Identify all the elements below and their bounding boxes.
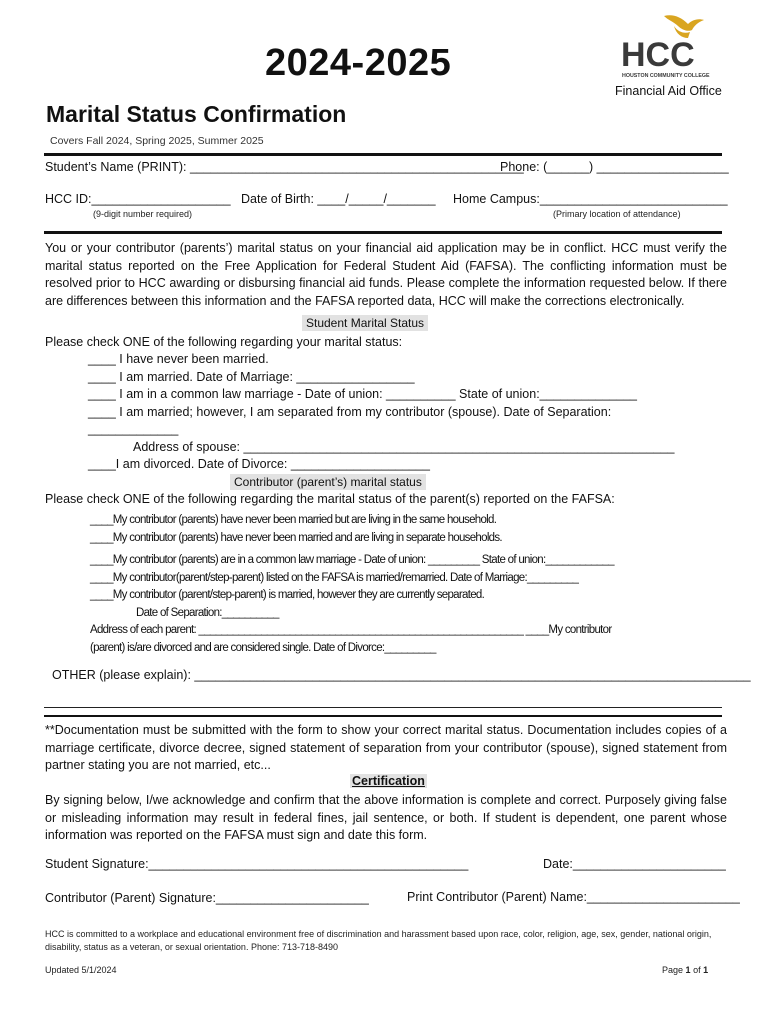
divider <box>44 715 722 717</box>
parent-separation-date-field[interactable]: Date of Separation:__________ <box>136 607 279 619</box>
nondiscrimination-statement: HCC is committed to a workplace and educational environment free of discrimination and harassment based upon race, color, religion, age, sex, gender, national origin, disability, status as a veteran, or sexual orientation. Phone: 713-718-8490 <box>45 929 712 952</box>
spouse-address-field[interactable]: Address of spouse: ______________________________________________________________ <box>133 440 675 454</box>
terms-covered: Covers Fall 2024, Spring 2025, Summer 2025 <box>50 135 264 147</box>
parent-print-name-field[interactable]: Print Contributor (Parent) Name:______________________ <box>407 890 740 904</box>
student-signature-field[interactable]: Student Signature:______________________________________________ <box>45 857 469 871</box>
eagle-icon <box>664 15 704 38</box>
student-option-separated[interactable]: ____ I am married; however, I am separated from my contributor (spouse). Date of Separation: <box>88 405 612 419</box>
home-campus-note: (Primary location of attendance) <box>553 209 681 219</box>
student-option-never-married[interactable]: ____ I have never been married. <box>88 352 269 366</box>
student-section-heading: Student Marital Status <box>302 315 428 331</box>
hcc-id-note: (9-digit number required) <box>93 209 193 219</box>
hcc-id-field[interactable]: HCC ID:____________________ <box>45 192 231 206</box>
logo-subtext: HOUSTON COMMUNITY COLLEGE <box>622 73 710 79</box>
parent-option-separated[interactable]: ____My contributor (parent/step-parent) is married, however they are currently separated. <box>90 589 485 601</box>
student-option-divorced[interactable]: ____I am divorced. Date of Divorce: ____________________ <box>88 457 430 471</box>
page-current: 1 <box>685 965 691 975</box>
divider <box>44 153 722 156</box>
of-label: of <box>693 965 701 975</box>
documentation-note: **Documentation must be submitted with the form to show your correct marital status. Documentation includes copies of a marriage certificate, divorce decree, signed statement of separation from your contributor (spouse), signed statement from partner stating you are not married, etc... <box>45 723 727 773</box>
certification-heading: Certification <box>352 774 425 788</box>
office-name: Financial Aid Office <box>615 84 722 98</box>
divider <box>44 231 722 234</box>
certification-text: By signing below, I/we acknowledge and confirm that the above information is complete and correct. Purposely giving false or misleading information may result in federal fines, jail sentence, or both. If student is dependent, one parent whose information was reported on the FAFSA must sign and date this form. <box>45 793 727 843</box>
page-label: Page <box>662 965 684 975</box>
parent-instruction: Please check ONE of the following regarding the marital status of the parent(s) reported on the FAFSA: <box>45 492 615 506</box>
page-number <box>662 965 708 975</box>
parent-section-heading: Contributor (parent’s) marital status <box>230 474 426 490</box>
form-year: 2024-2025 <box>265 42 452 84</box>
logo-text: HCC <box>621 36 695 74</box>
other-explain-field[interactable]: OTHER (please explain): ________________________________________________________________________________ <box>52 668 751 682</box>
updated-date: Updated 5/1/2024 <box>45 965 117 975</box>
parent-option-common-law[interactable]: ____My contributor (parents) are in a common law marriage - Date of union: _________ State of union:____________ <box>90 554 614 566</box>
parent-option-divorced[interactable]: (parent) is/are divorced and are considered single. Date of Divorce:_________ <box>90 642 436 654</box>
student-option-married[interactable]: ____ I am married. Date of Marriage: _________________ <box>88 370 415 384</box>
student-option-common-law[interactable]: ____ I am in a common law marriage - Date of union: __________ State of union:______________ <box>88 387 637 401</box>
parent-address-field[interactable]: Address of each parent: _________________________________________________________ ____My contributor <box>90 624 612 636</box>
page-total: 1 <box>703 965 709 975</box>
signature-date-field[interactable]: Date:______________________ <box>543 857 726 871</box>
parent-option-never-married-separate[interactable]: ____My contributor (parents) have never been married and are living in separate households. <box>90 532 502 544</box>
date-of-birth-field[interactable]: Date of Birth: ____/_____/_______ <box>241 192 436 206</box>
parent-option-remarried[interactable]: ____My contributor(parent/step-parent) listed on the FAFSA is married/remarried. Date of Marriage:_________ <box>90 572 579 584</box>
hcc-logo <box>618 12 722 82</box>
parent-signature-field[interactable]: Contributor (Parent) Signature:______________________ <box>45 891 369 905</box>
page-title: Marital Status Confirmation <box>46 101 347 127</box>
student-instruction: Please check ONE of the following regarding your marital status: <box>45 335 403 349</box>
student-name-field[interactable]: Student’s Name (PRINT): ________________________________________________ <box>45 160 524 174</box>
separation-date-field[interactable]: _____________ <box>88 422 179 436</box>
parent-option-never-married-same[interactable]: ____My contributor (parents) have never been married but are living in the same household. <box>90 514 497 526</box>
home-campus-field[interactable]: Home Campus:___________________________ <box>453 192 728 206</box>
intro-paragraph: You or your contributor (parents’) marital status on your financial aid application may be in conflict. HCC must verify the marital status reported on the Free Application for Federal Student Aid (FAFSA). The conflicting information must be resolved prior to HCC awarding or disbursing financial aid funds. Please complete the information requested below. If there are differences between this information and the FAFSA reported data, HCC will make the corrections electronically. <box>45 241 727 308</box>
phone-field[interactable]: Phone: (______) ___________________ <box>500 160 729 174</box>
other-explain-line[interactable] <box>44 707 722 708</box>
